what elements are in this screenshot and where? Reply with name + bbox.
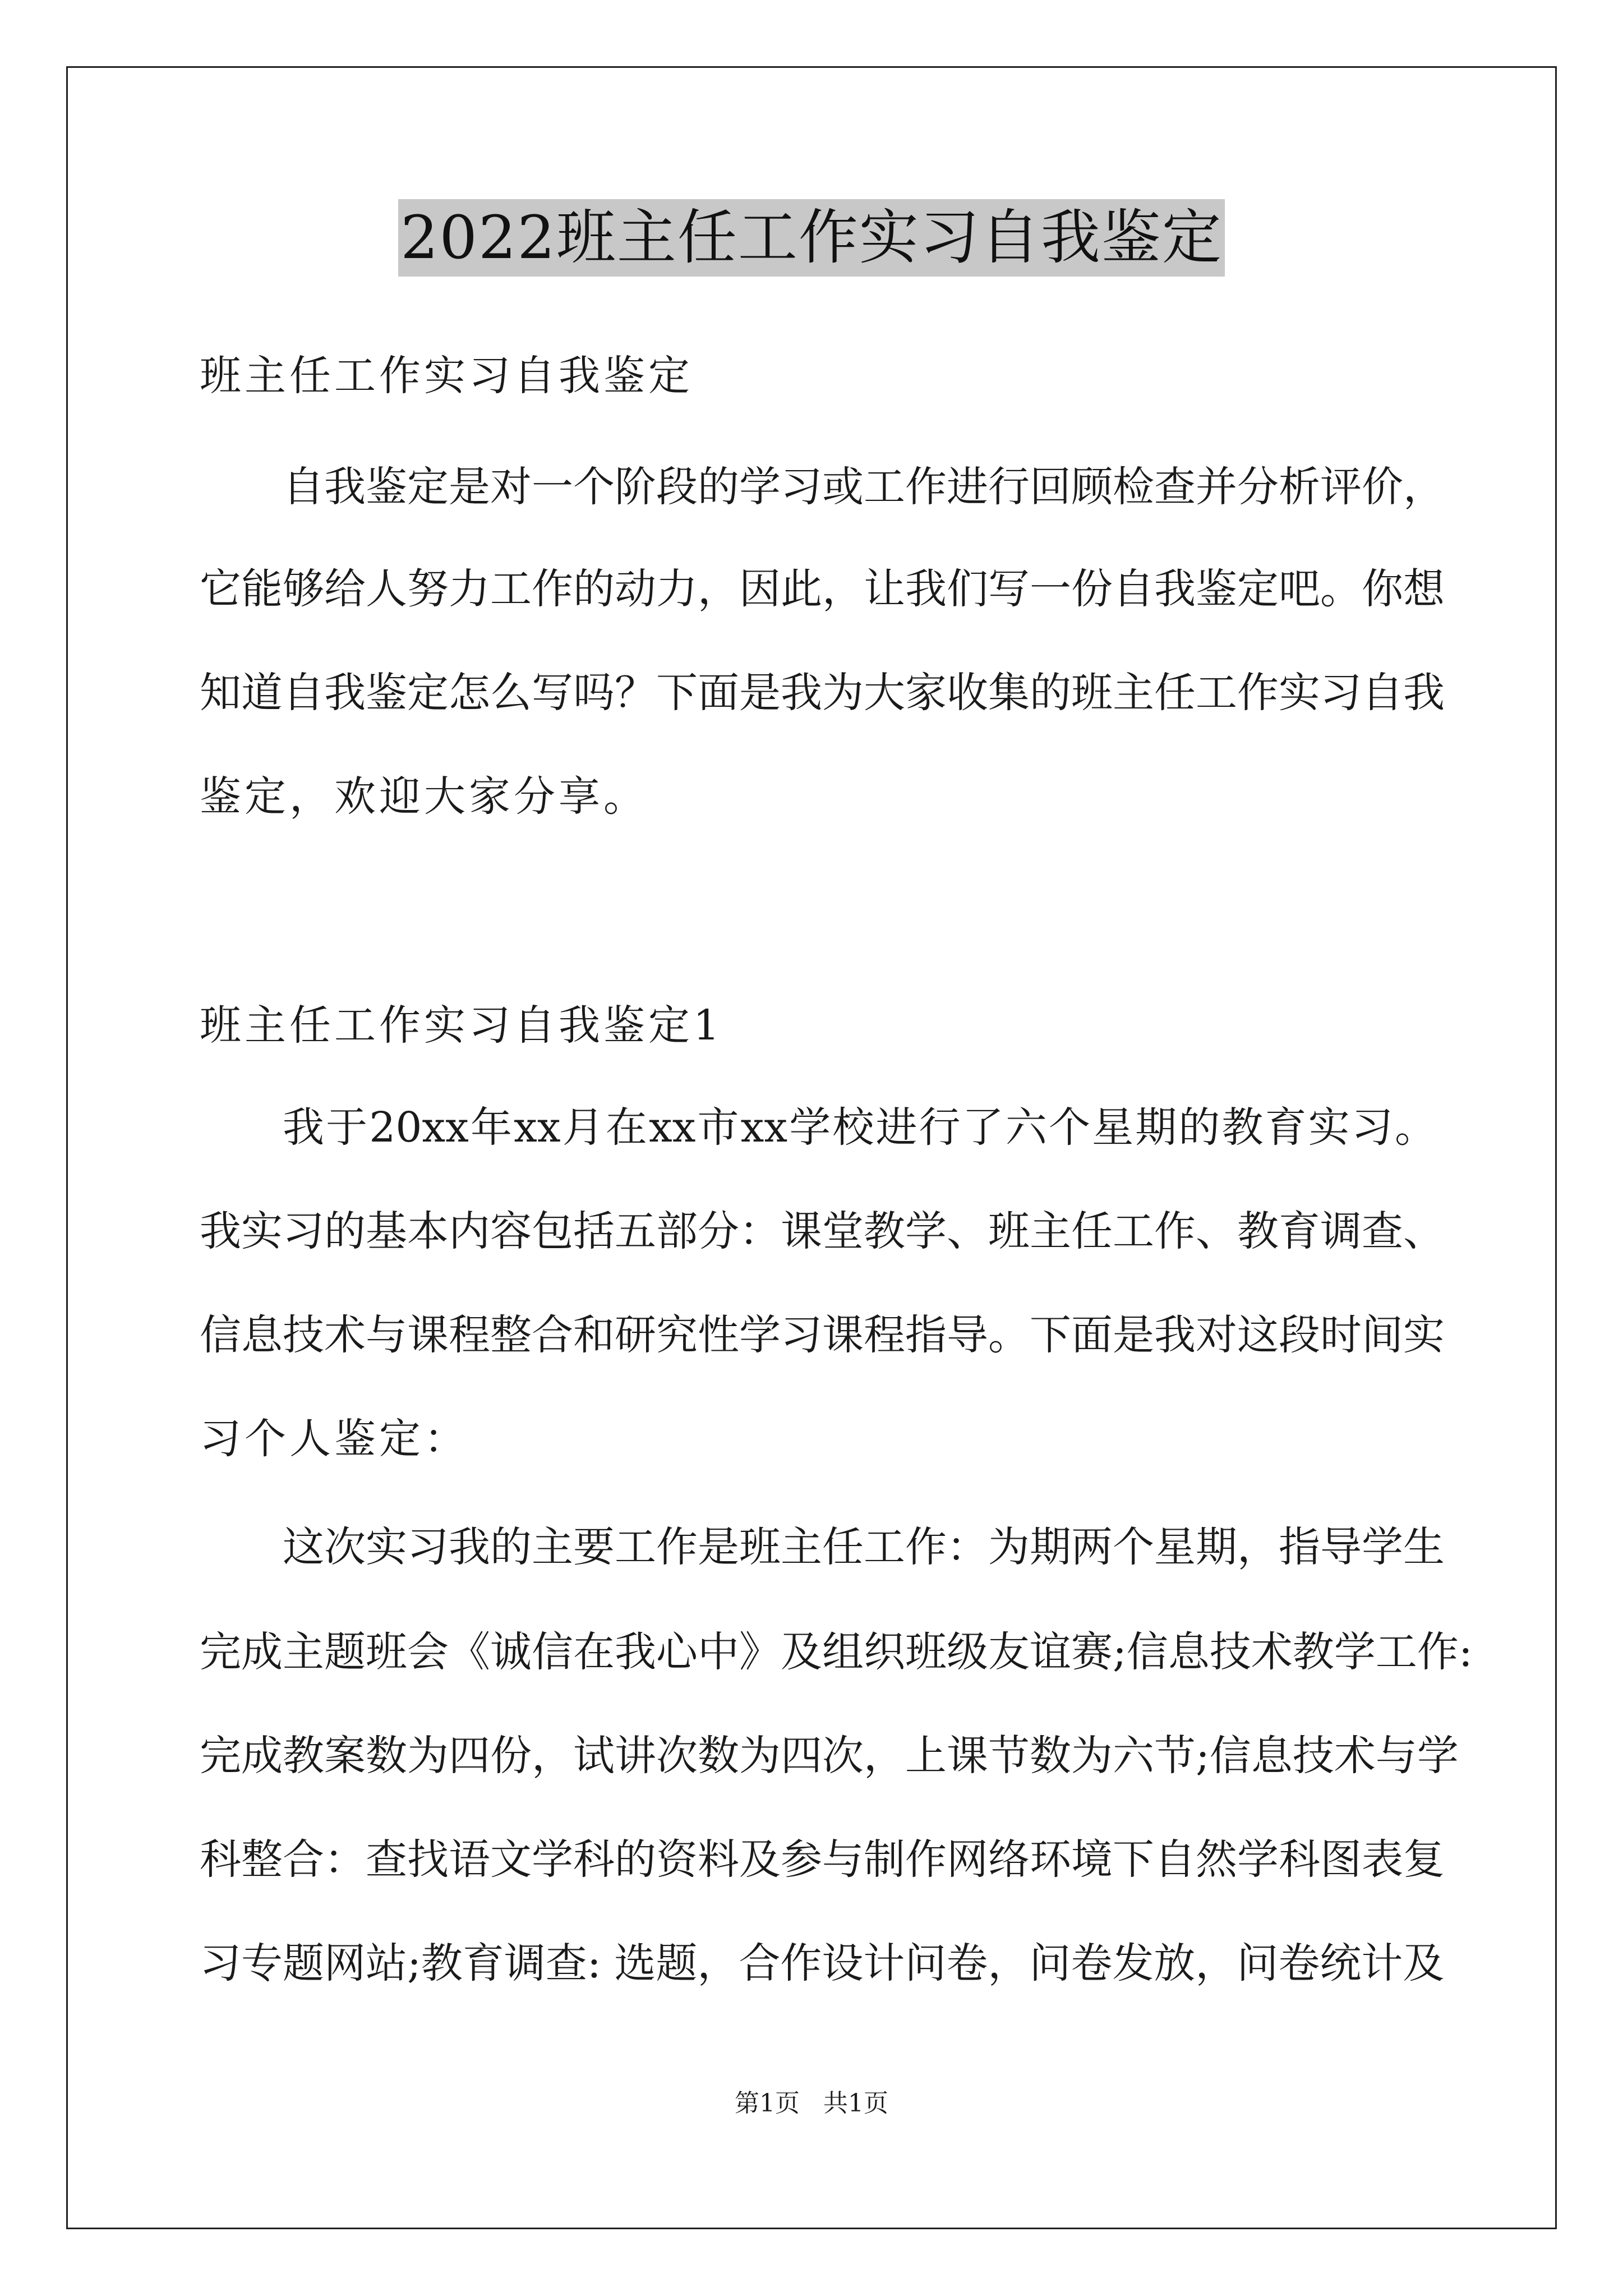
title-container (0, 199, 1623, 277)
paragraph-line: 我实习的基本内容包括五部分：课堂教学、班主任工作、教育调查、 (200, 1207, 1445, 1255)
paragraph-line: 信息技术与课程整合和研究性学习课程指导。下面是我对这段时间实 (200, 1311, 1445, 1359)
paragraph-line: 这次实习我的主要工作是班主任工作：为期两个星期，指导学生 (283, 1523, 1445, 1571)
paragraph-line: 我于20xx年xx月在xx市xx学校进行了六个星期的教育实习。 (283, 1103, 1436, 1152)
paragraph-line: 完成主题班会《诚信在我心中》及组织班级友谊赛;信息技术教学工作: (200, 1628, 1473, 1676)
intro-line: 自我鉴定是对一个阶段的学习或工作进行回顾检查并分析评价， (283, 463, 1445, 511)
section-heading: 班主任工作实习自我鉴定1 (200, 1001, 723, 1050)
paragraph-line: 科整合：查找语文学科的资料及参与制作网络环境下自然学科图表复 (200, 1835, 1445, 1884)
intro-line: 它能够给人努力工作的动力，因此，让我们写一份自我鉴定吧。你想 (200, 565, 1445, 613)
paragraph-line: 完成教案数为四份，试讲次数为四次，上课节数为六节;信息技术与学 (200, 1732, 1459, 1780)
document-title: 2022班主任工作实习自我鉴定 (398, 199, 1225, 277)
paragraph-line: 习专题网站;教育调查: 选题，合作设计问卷，问卷发放，问卷统计及 (200, 1939, 1445, 1987)
page-number-footer: 第1页 共1页 (735, 2089, 888, 2118)
intro-heading: 班主任工作实习自我鉴定 (200, 352, 693, 400)
intro-line: 鉴定，欢迎大家分享。 (200, 772, 648, 821)
intro-line: 知道自我鉴定怎么写吗？下面是我为大家收集的班主任工作实习自我 (200, 669, 1445, 717)
paragraph-line: 习个人鉴定： (200, 1415, 469, 1463)
